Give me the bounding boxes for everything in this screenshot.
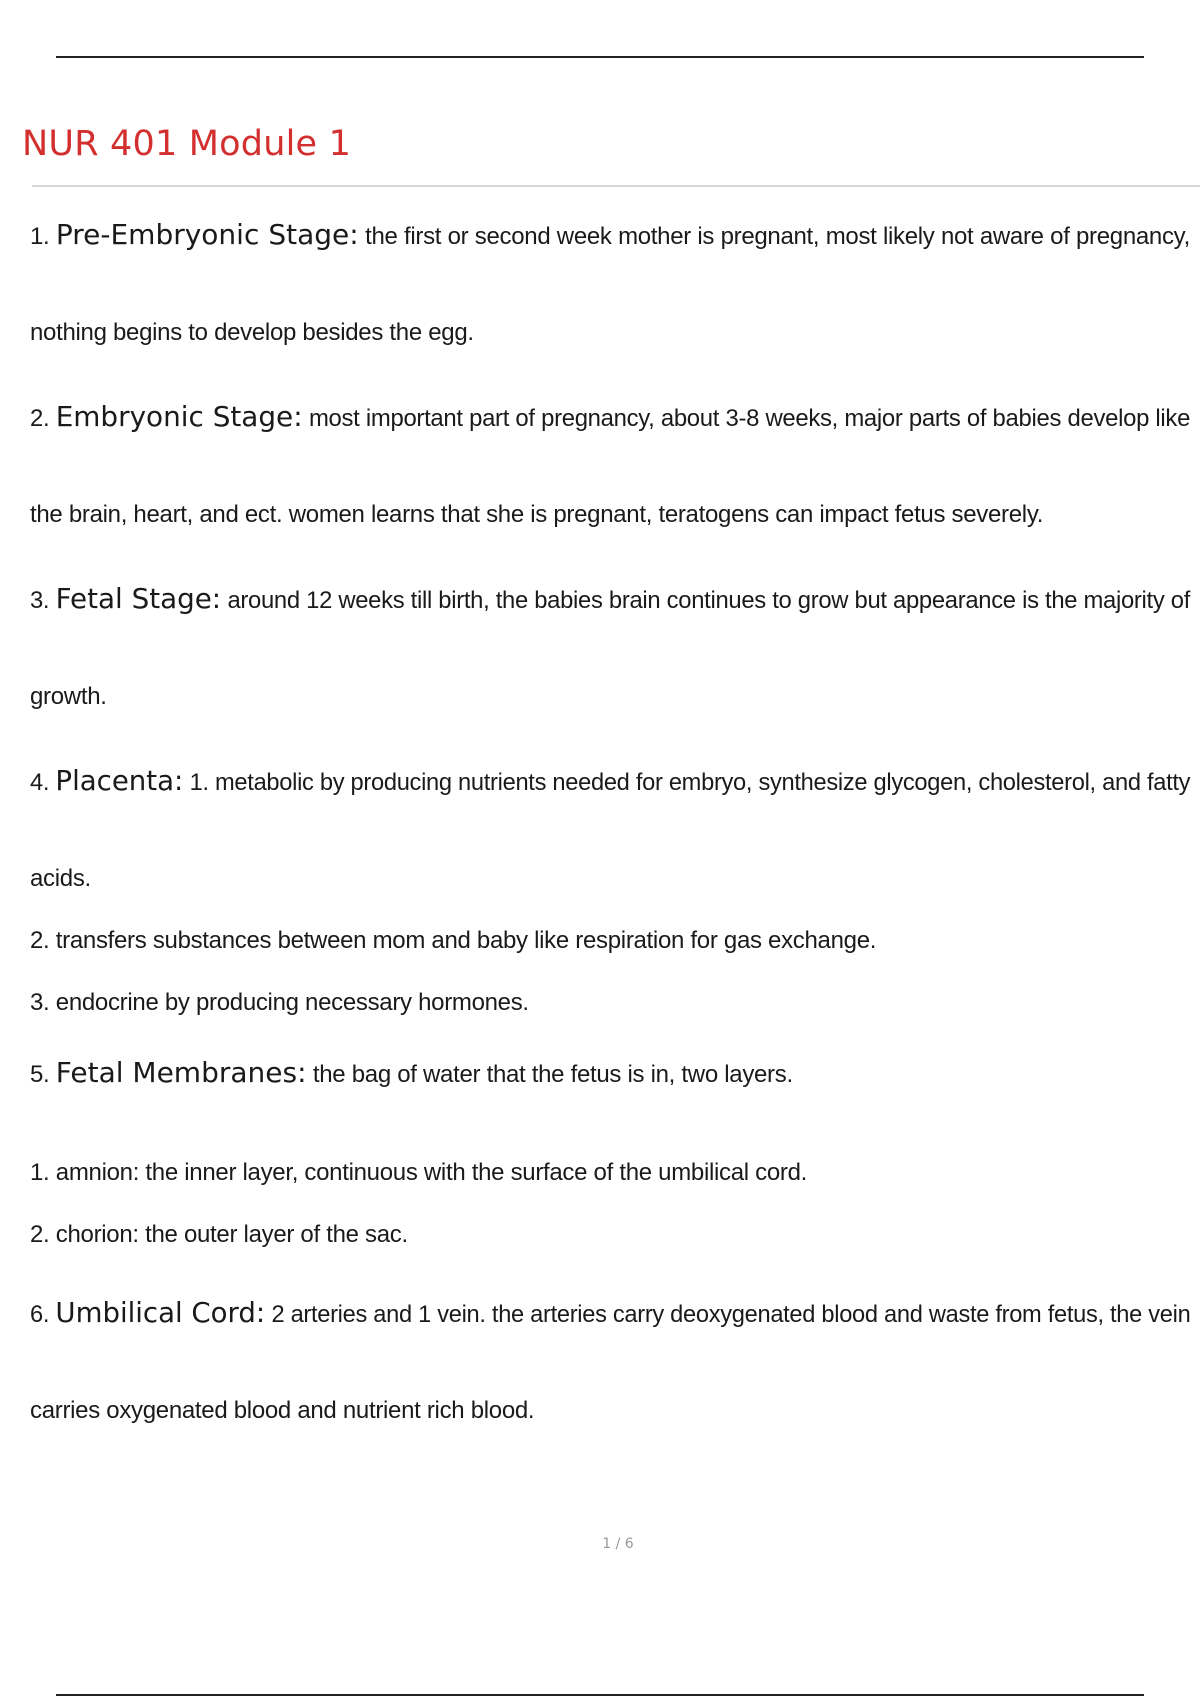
item-5-sub-2: 2. chorion: the outer layer of the sac. xyxy=(30,1221,408,1248)
item-number: 3. xyxy=(30,587,50,614)
bottom-rule xyxy=(56,1694,1144,1696)
item-2-line-1 xyxy=(30,400,1190,436)
item-number: 4. xyxy=(30,769,50,796)
item-4-line-1 xyxy=(30,764,1190,800)
item-text: the first or second week mother is pregnant, most likely not aware of pregnancy, xyxy=(365,223,1190,250)
item-number: 2. xyxy=(30,405,50,432)
item-text: the bag of water that the fetus is in, two layers. xyxy=(312,1061,793,1088)
item-5-line-1 xyxy=(30,1056,1190,1092)
item-term: Umbilical Cord: xyxy=(55,1296,266,1329)
item-term: Fetal Stage: xyxy=(55,582,222,615)
item-text: around 12 weeks till birth, the babies brain continues to grow but appearance is the majority of xyxy=(227,587,1191,614)
item-3-line-1 xyxy=(30,582,1190,618)
item-term: Embryonic Stage: xyxy=(55,400,303,433)
item-3-line-2: growth. xyxy=(30,683,107,710)
item-6-line-1 xyxy=(30,1296,1190,1332)
item-number: 6. xyxy=(30,1301,50,1328)
top-rule xyxy=(56,56,1144,58)
item-text: 1. metabolic by producing nutrients needed for embryo, synthesize glycogen, cholesterol, and fatty xyxy=(189,769,1191,796)
item-4-sub-2: 3. endocrine by producing necessary hormones. xyxy=(30,989,529,1016)
item-term: Placenta: xyxy=(55,764,184,797)
item-5-sub-1: 1. amnion: the inner layer, continuous with the surface of the umbilical cord. xyxy=(30,1159,808,1186)
item-term: Fetal Membranes: xyxy=(55,1056,307,1089)
page-number: 1 / 6 xyxy=(602,1536,634,1552)
item-text: most important part of pregnancy, about 3-8 weeks, major parts of babies develop like xyxy=(308,405,1191,432)
item-1-line-2: nothing begins to develop besides the egg. xyxy=(30,319,474,346)
item-number: 1. xyxy=(30,223,50,250)
item-1-line-1 xyxy=(30,218,1190,254)
item-6-line-2: carries oxygenated blood and nutrient rich blood. xyxy=(30,1397,535,1424)
item-text: 2 arteries and 1 vein. the arteries carry deoxygenated blood and waste from fetus, the vein xyxy=(271,1301,1191,1328)
item-number: 5. xyxy=(30,1061,50,1088)
title-underline xyxy=(32,185,1200,187)
item-4-sub-1: 2. transfers substances between mom and baby like respiration for gas exchange. xyxy=(30,927,877,954)
item-term: Pre-Embryonic Stage: xyxy=(55,218,359,251)
document-title: NUR 401 Module 1 xyxy=(22,124,352,164)
item-4-line-2: acids. xyxy=(30,865,91,892)
item-2-line-2: the brain, heart, and ect. women learns that she is pregnant, teratogens can impact fetus severely. xyxy=(30,501,1044,528)
